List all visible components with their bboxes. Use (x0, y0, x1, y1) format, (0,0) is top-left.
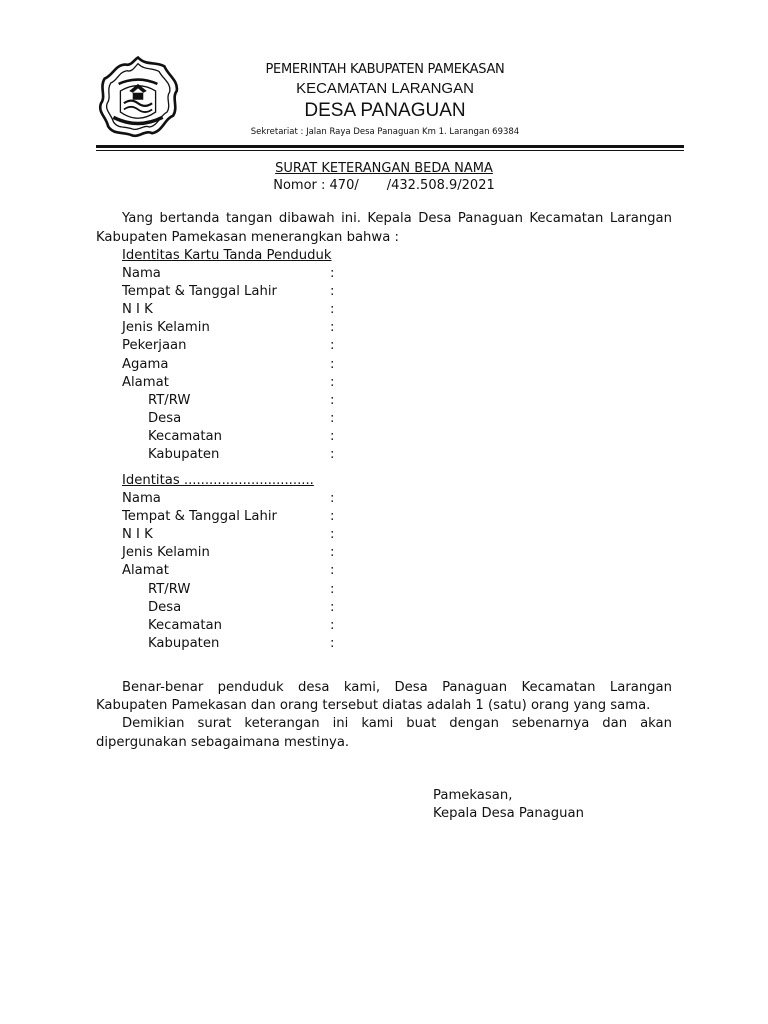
letterhead-divider-thin (96, 150, 684, 151)
signature-position: Kepala Desa Panaguan (433, 806, 584, 821)
letter-number-prefix: Nomor : 470/ (273, 178, 359, 193)
field-colon: : (330, 447, 335, 462)
section-heading-ktp: Identitas Kartu Tanda Penduduk (122, 248, 332, 263)
letterhead-divider-thick (96, 145, 684, 148)
field-label: Nama (122, 491, 161, 506)
letter-number-suffix: /432.508.9/2021 (386, 178, 495, 193)
field-label: Kabupaten (148, 635, 220, 651)
letterhead-government: PEMERINTAH KABUPATEN PAMEKASAN (265, 62, 505, 77)
field-colon: : (330, 320, 335, 336)
field-label: Alamat (122, 374, 169, 390)
field-colon: : (330, 338, 335, 354)
letterhead-village: DESA PANAGUAN (304, 100, 466, 121)
field-label: Pekerjaan (122, 338, 187, 354)
signature-place: Pamekasan, (433, 788, 513, 803)
letterhead-address: Sekretariat : Jalan Raya Desa Panaguan Km 1. Larangan 69384 (250, 127, 520, 137)
field-label: Tempat & Tanggal Lahir (122, 284, 277, 300)
field-label: Alamat (122, 563, 169, 579)
field-label: Kecamatan (148, 617, 222, 633)
field-colon: : (330, 356, 335, 372)
field-colon: : (330, 581, 335, 597)
field-label: Jenis Kelamin (122, 320, 210, 336)
field-colon: : (330, 545, 335, 561)
intro-line-2: Kabupaten Pamekasan menerangkan bahwa : (96, 230, 399, 245)
kabupaten-emblem-icon (94, 54, 182, 142)
field-colon: : (330, 563, 335, 579)
field-label: Jenis Kelamin (122, 545, 210, 561)
field-label: RT/RW (148, 392, 191, 408)
field-label: Tempat & Tanggal Lahir (122, 509, 277, 525)
field-colon: : (330, 392, 335, 408)
letter-number (0, 178, 768, 193)
field-label: Nama (122, 266, 161, 281)
field-colon: : (330, 428, 335, 444)
closing-para2-line1: Demikian surat keterangan ini kami buat dengan sebenarnya dan akan (122, 716, 672, 731)
field-label: Desa (148, 599, 182, 615)
field-label: N I K (122, 527, 153, 543)
intro-line-1: Yang bertanda tangan dibawah ini. Kepala Desa Panaguan Kecamatan Larangan (122, 211, 672, 226)
field-label: Kabupaten (148, 447, 220, 462)
field-colon: : (330, 284, 335, 300)
field-colon: : (330, 374, 335, 390)
field-label: RT/RW (148, 581, 191, 597)
field-colon: : (330, 599, 335, 615)
field-colon: : (330, 617, 335, 633)
field-colon: : (330, 635, 335, 651)
closing-para2-line2: dipergunakan sebagaimana mestinya. (96, 735, 350, 750)
field-label: Agama (122, 356, 169, 372)
field-colon: : (330, 527, 335, 543)
field-colon: : (330, 410, 335, 426)
closing-para1-line2: Kabupaten Pamekasan dan orang tersebut diatas adalah 1 (satu) orang yang sama. (96, 698, 651, 713)
closing-para1-line1: Benar-benar penduduk desa kami, Desa Panaguan Kecamatan Larangan (122, 680, 672, 695)
letter-title: SURAT KETERANGAN BEDA NAMA (275, 161, 493, 176)
field-colon: : (330, 266, 335, 281)
field-colon: : (330, 491, 335, 506)
field-colon: : (330, 302, 335, 318)
letterhead-district: KECAMATAN LARANGAN (296, 80, 474, 97)
field-label: Kecamatan (148, 428, 222, 444)
field-label: N I K (122, 302, 153, 318)
field-colon: : (330, 509, 335, 525)
section-heading-other: Identitas ............................... (122, 473, 314, 488)
field-label: Desa (148, 410, 182, 426)
